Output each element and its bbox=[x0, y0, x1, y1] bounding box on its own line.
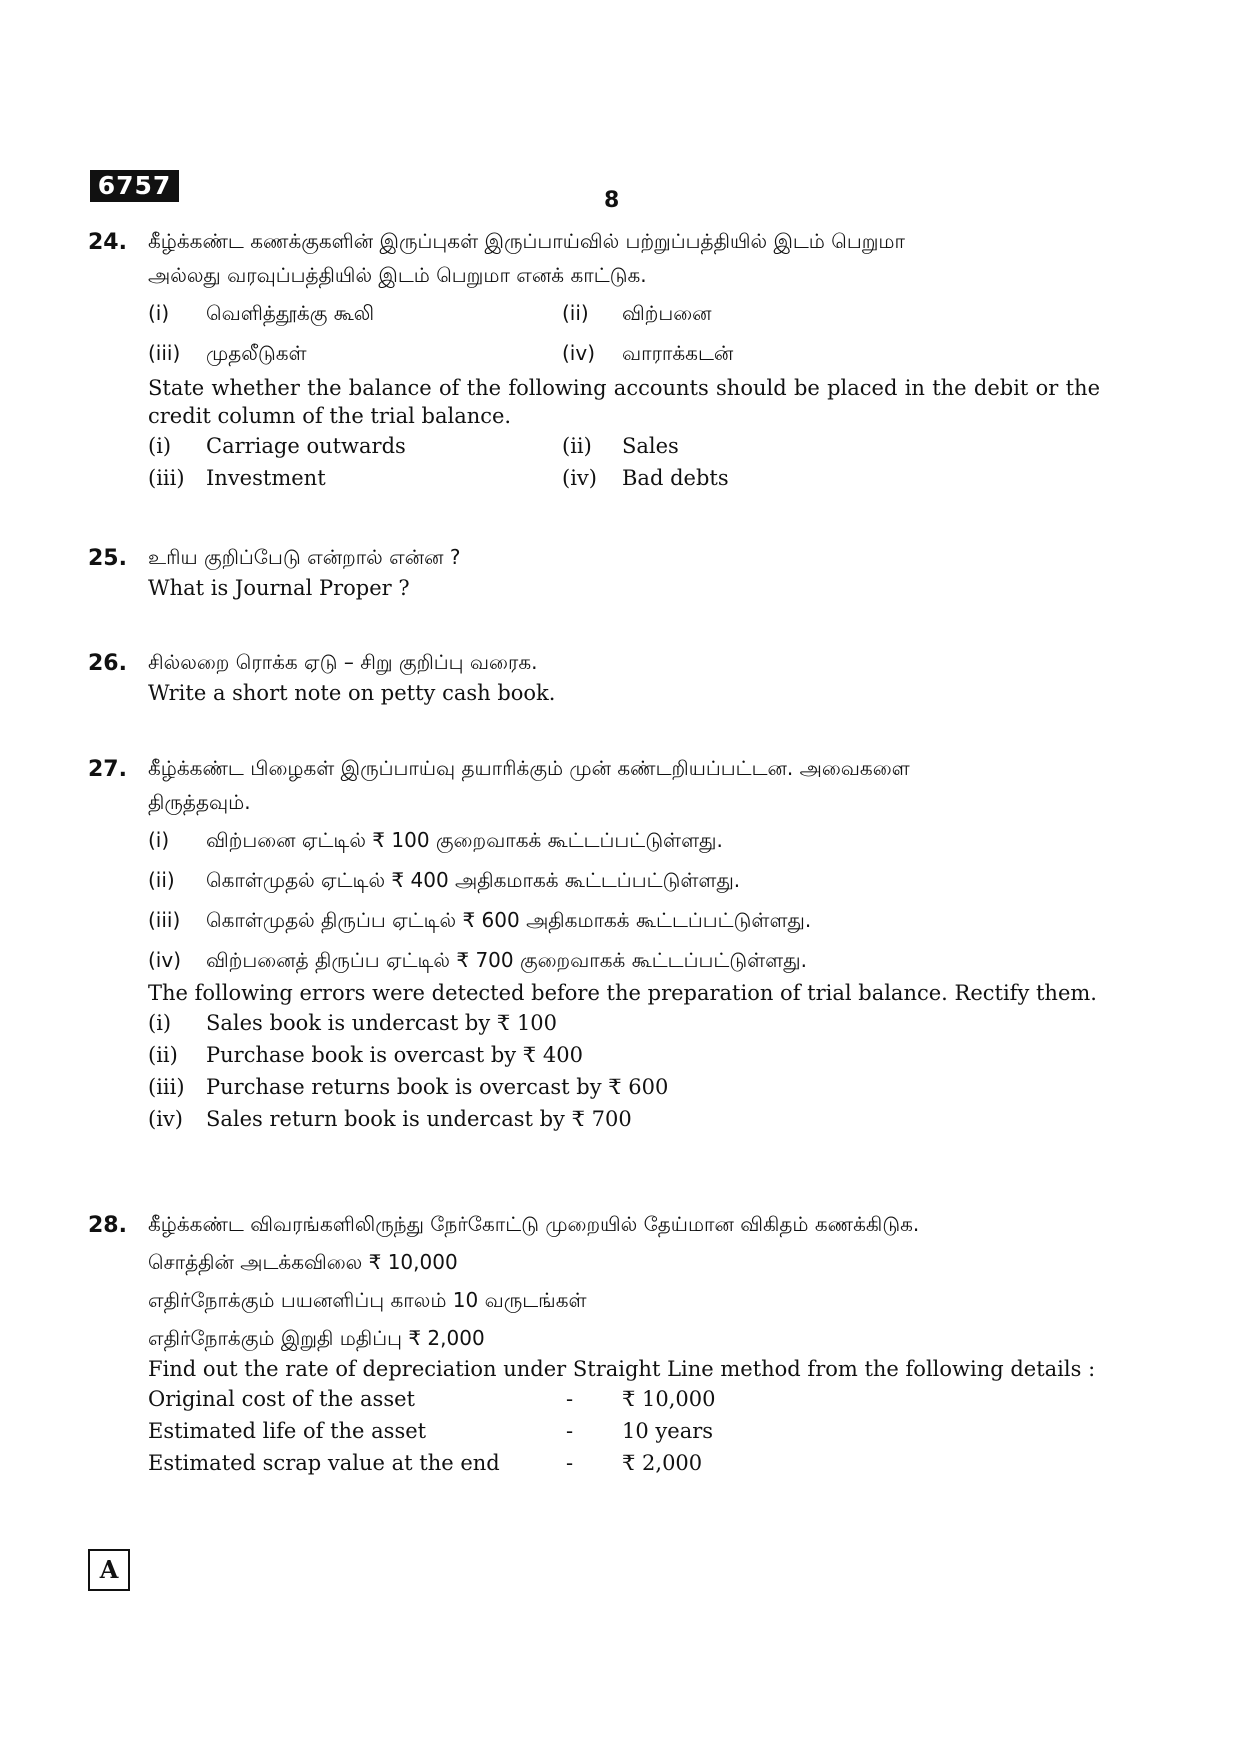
option-text: வெளித்தூக்கு கூலி bbox=[206, 301, 375, 325]
series-mark-box: A bbox=[88, 1549, 130, 1591]
question-text-english: What is Journal Proper ? bbox=[148, 576, 410, 600]
question-text-english: The following errors were detected before the preparation of trial balance. Rectify them. bbox=[148, 981, 1097, 1005]
question-text-tamil: கீழ்க்கண்ட பிழைகள் இருப்பாய்வு தயாரிக்கும் முன் கண்டறியப்பட்டன. அவைகளை திருத்தவும். bbox=[148, 756, 910, 814]
list-item: (iv) விற்பனைத் திருப்ப ஏட்டில் ₹ 700 குறைவாகக் கூட்டப்பட்டுள்ளது. bbox=[148, 948, 807, 972]
question-text-english: Find out the rate of depreciation under Straight Line method from the following details : bbox=[148, 1357, 1096, 1381]
option-text: Carriage outwards bbox=[206, 434, 406, 458]
detail-line-tamil: எதிர்நோக்கும் இறுதி மதிப்பு ₹ 2,000 bbox=[148, 1326, 485, 1350]
question-text-english: State whether the balance of the following accounts should be placed in the debit or the credit column of the trial balance. bbox=[148, 376, 1100, 428]
question-number: 26. bbox=[88, 651, 127, 676]
option-text: முதலீடுகள் bbox=[206, 341, 307, 365]
question-number: 24. bbox=[88, 230, 127, 255]
question-number: 28. bbox=[88, 1213, 127, 1238]
question-text-english: Write a short note on petty cash book. bbox=[148, 681, 556, 705]
list-item: (iii) கொள்முதல் திருப்ப ஏட்டில் ₹ 600 அதிகமாகக் கூட்டப்பட்டுள்ளது. bbox=[148, 908, 812, 932]
list-item: (ii) கொள்முதல் ஏட்டில் ₹ 400 அதிகமாகக் கூட்டப்பட்டுள்ளது. bbox=[148, 868, 741, 892]
page-number: 8 bbox=[604, 188, 620, 213]
detail-row: Estimated life of the asset - 10 years bbox=[148, 1419, 714, 1443]
list-item: (i) விற்பனை ஏட்டில் ₹ 100 குறைவாகக் கூட்டப்பட்டுள்ளது. bbox=[148, 828, 723, 852]
options-row: (i) Carriage outwards (ii) Sales bbox=[148, 434, 679, 458]
option-text: Sales bbox=[622, 434, 679, 458]
list-item: (iii) Purchase returns book is overcast by ₹ 600 bbox=[148, 1075, 669, 1099]
option-text: Bad debts bbox=[622, 466, 729, 490]
options-row: (iii) முதலீடுகள் (iv) வாராக்கடன் bbox=[148, 336, 1100, 376]
question-text-tamil: கீழ்க்கண்ட விவரங்களிலிருந்து நேர்கோட்டு முறையில் தேய்மான விகிதம் கணக்கிடுக. bbox=[148, 1212, 920, 1236]
question-text-tamil: சில்லறை ரொக்க ஏடு – சிறு குறிப்பு வரைக. bbox=[148, 650, 538, 674]
list-item: (i) Sales book is undercast by ₹ 100 bbox=[148, 1011, 558, 1035]
paper-code-badge: 6757 bbox=[90, 170, 179, 202]
list-item: (iv) Sales return book is undercast by ₹ 700 bbox=[148, 1107, 632, 1131]
option-text: Investment bbox=[206, 466, 326, 490]
list-item: (ii) Purchase book is overcast by ₹ 400 bbox=[148, 1043, 583, 1067]
options-row: (iii) Investment (iv) Bad debts bbox=[148, 466, 729, 490]
options-row: (i) வெளித்தூக்கு கூலி (ii) விற்பனை bbox=[148, 296, 1100, 336]
question-text-tamil: கீழ்க்கண்ட கணக்குகளின் இருப்புகள் இருப்பாய்வில் பற்றுப்பத்தியில் இடம் பெறுமா அல்லது வரவுப்பத்தியில் இடம் பெறுமா எனக் காட்டுக. bbox=[148, 229, 905, 287]
question-text-tamil: உரிய குறிப்பேடு என்றால் என்ன ? bbox=[148, 545, 461, 569]
detail-line-tamil: சொத்தின் அடக்கவிலை ₹ 10,000 bbox=[148, 1250, 458, 1274]
question-number: 27. bbox=[88, 757, 127, 782]
option-text: விற்பனை bbox=[622, 301, 712, 325]
detail-line-tamil: எதிர்நோக்கும் பயனளிப்பு காலம் 10 வருடங்கள் bbox=[148, 1288, 587, 1312]
question-number: 25. bbox=[88, 546, 127, 571]
detail-row: Original cost of the asset - ₹ 10,000 bbox=[148, 1387, 716, 1411]
detail-row: Estimated scrap value at the end - ₹ 2,000 bbox=[148, 1451, 703, 1475]
option-text: வாராக்கடன் bbox=[622, 341, 734, 365]
